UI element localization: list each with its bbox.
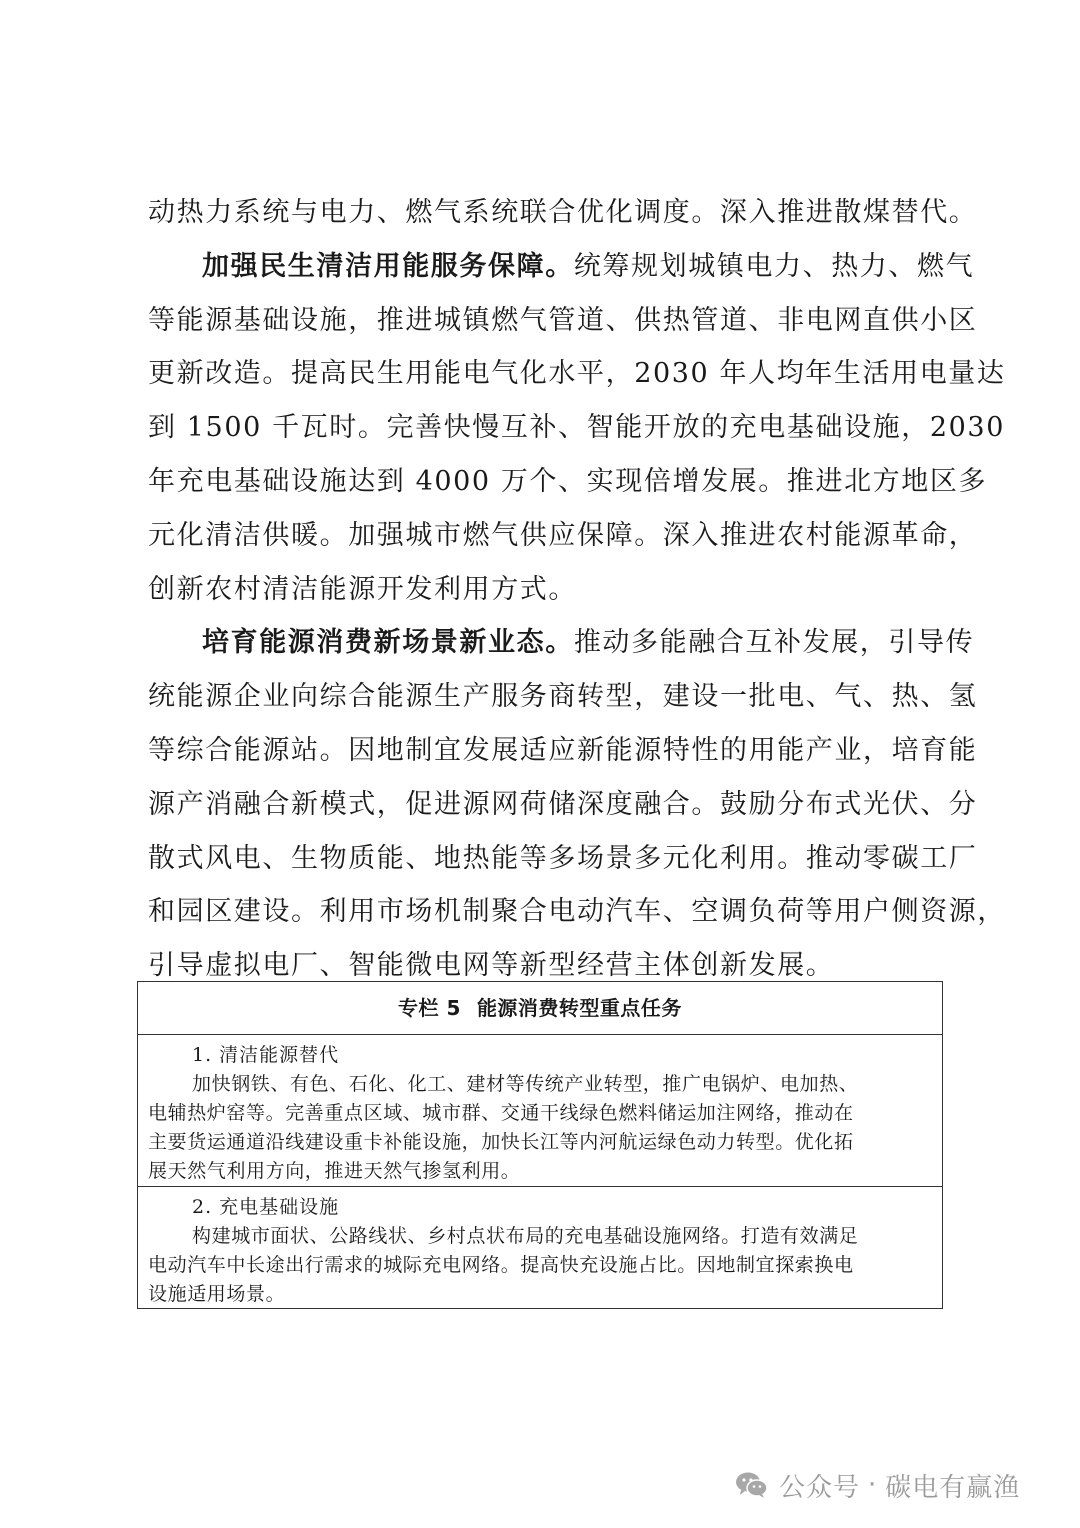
section-line: 电辅热炉窑等。完善重点区域、城市群、交通干线绿色燃料储运加注网络，推动在 [148,1102,854,1124]
wechat-icon [735,1471,769,1499]
watermark-account: 碳电有赢渔 [885,1472,1021,1503]
paragraph-line: 到 1500 千瓦时。完善快慢互补、智能开放的充电基础设施，2030 [148,412,1005,444]
paragraph-text: 推动多能融合互补发展，引导传 [573,627,975,659]
body-text [148,186,1006,993]
paragraph-line: 引导虚拟电厂、智能微电网等新型经营主体创新发展。 [148,950,835,982]
paragraph-line: 等能源基础设施，推进城镇燃气管道、供热管道、非电网直供小区 [148,304,978,336]
paragraph-line: 年充电基础设施达到 4000 万个、实现倍增发展。推进北方地区多 [148,465,988,497]
watermark-label: 公众号 [779,1472,861,1503]
paragraph-line: 元化清洁供暖。加强城市燃气供应保障。深入推进农村能源革命， [148,519,978,551]
paragraph-line: 统能源企业向综合能源生产服务商转型，建设一批电、气、热、氢 [148,681,978,713]
paragraph-line: 更新改造。提高民生用能电气化水平，2030 年人均年生活用电量达 [148,358,1006,390]
paragraph-first-line [148,240,975,294]
section-line: 电动汽车中长途出行需求的城际充电网络。提高快充设施占比。因地制宜探索换电 [148,1254,854,1276]
section-heading: 2. 充电基础设施 [192,1196,340,1218]
sidebar-box [137,981,943,1309]
watermark-separator: · [868,1470,878,1500]
box-title-text: 能源消费转型重点任务 [476,996,682,1020]
section-line: 设施适用场景。 [148,1283,286,1305]
box-title [138,982,942,1035]
section-heading: 1. 清洁能源替代 [192,1044,340,1066]
section-line: 加快钢铁、有色、石化、化工、建材等传统产业转型，推广电锅炉、电加热、 [192,1073,859,1095]
paragraph-line: 散式风电、生物质能、地热能等多场景多元化利用。推动零碳工厂 [148,842,978,874]
section-line: 主要货运通道沿线建设重卡补能设施，加快长江等内河航运绿色动力转型。优化拓 [148,1131,854,1153]
paragraph-line: 和园区建设。利用市场机制聚合电动汽车、空调负荷等用户侧资源， [148,896,1006,928]
paragraph-line: 源产消融合新模式，促进源网荷储深度融合。鼓励分布式光伏、分 [148,788,978,820]
box-title-number: 专栏 5 [398,996,461,1020]
paragraph-text: 统筹规划城镇电力、热力、燃气 [573,250,975,282]
paragraph-lead: 培育能源消费新场景新业态。 [202,627,574,659]
watermark [735,1465,1020,1505]
paragraph-first-line [148,616,975,670]
box-section [138,1035,942,1187]
paragraph-line: 动热力系统与电力、燃气系统联合优化调度。深入推进散煤替代。 [148,197,978,228]
paragraph-lead: 加强民生清洁用能服务保障。 [202,250,574,282]
section-line: 构建城市面状、公路线状、乡村点状布局的充电基础设施网络。打造有效满足 [192,1225,859,1247]
section-line: 展天然气利用方向，推进天然气掺氢利用。 [148,1160,521,1182]
paragraph-line: 等综合能源站。因地制宜发展适应新能源特性的用能产业，培育能 [148,734,978,766]
box-section [138,1187,942,1315]
paragraph-line: 创新农村清洁能源开发利用方式。 [148,573,577,605]
